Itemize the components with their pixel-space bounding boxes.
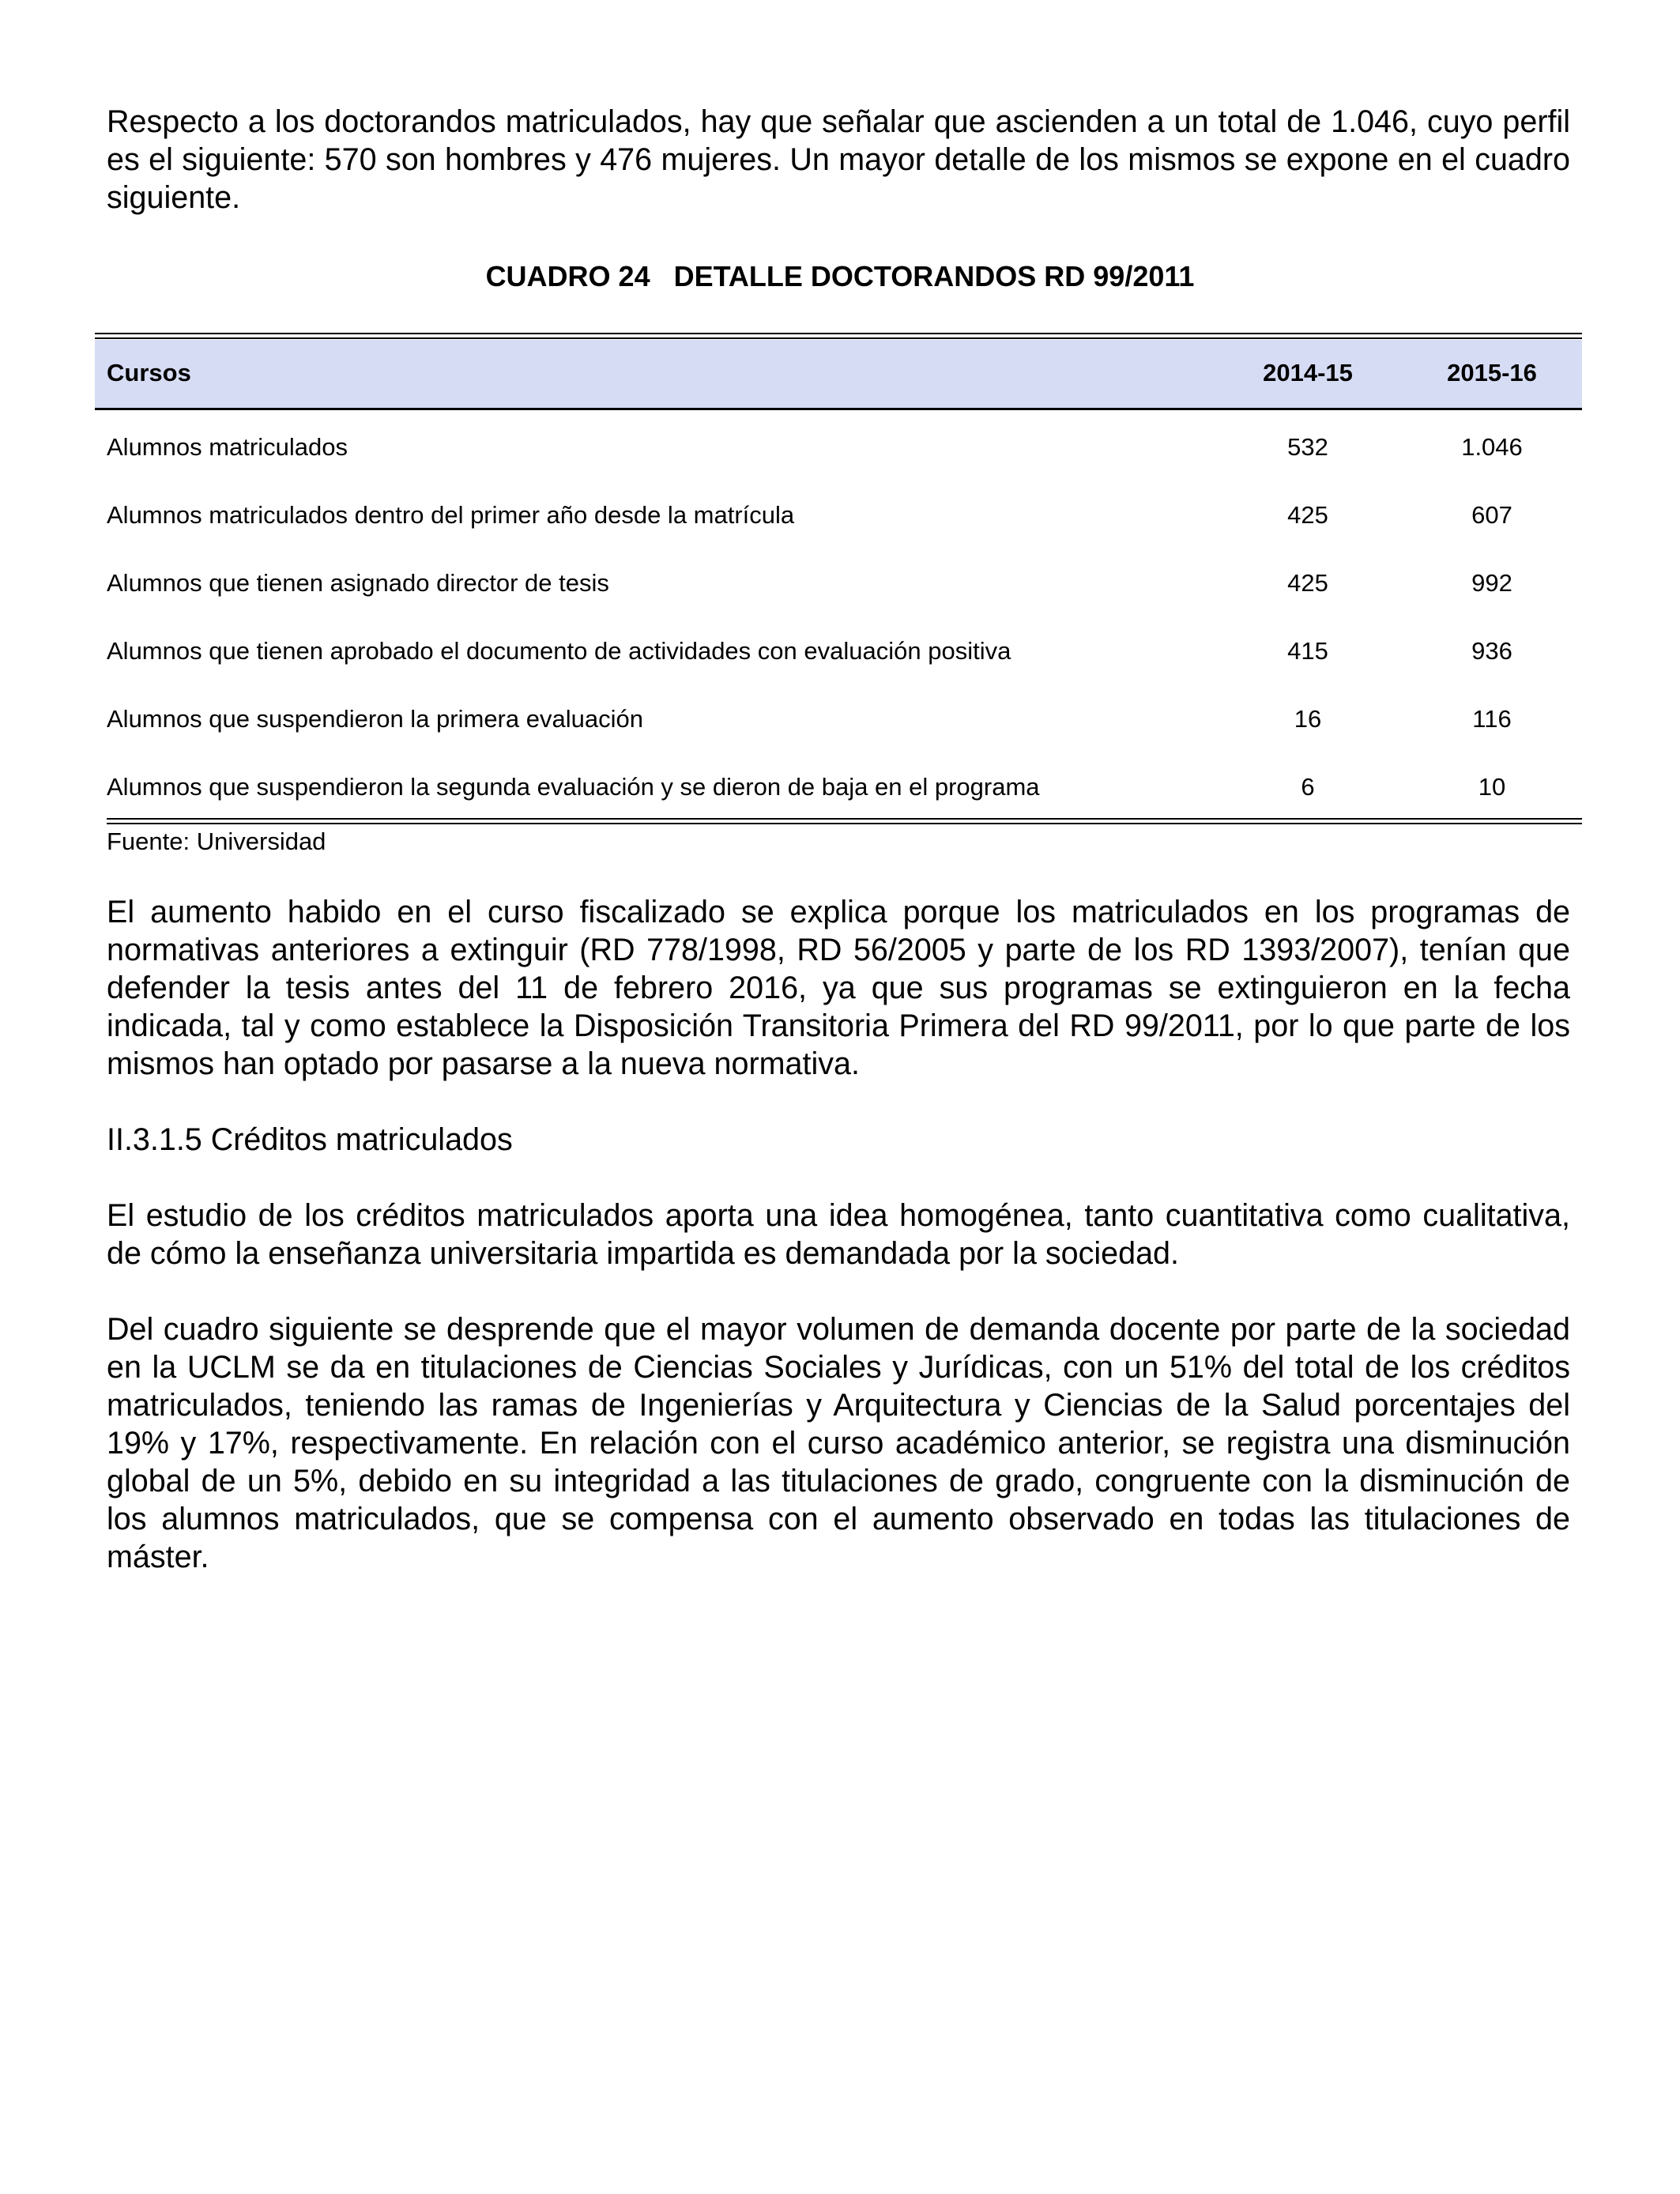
table-row <box>0 567 1680 635</box>
table-header-cursos: Cursos <box>107 359 191 386</box>
row-value-2014-15: 425 <box>1287 569 1328 597</box>
row-value-2015-16: 992 <box>1471 569 1512 597</box>
table-header-2014-15: 2014-15 <box>1263 359 1353 386</box>
row-label: Alumnos matriculados <box>107 433 348 461</box>
row-label: Alumnos que tienen aprobado el documento de actividades con evaluación positiva <box>107 637 1011 665</box>
row-label: Alumnos que suspendieron la segunda evaluación y se dieron de baja en el programa <box>107 773 1040 801</box>
paragraph-aumento: El aumento habido en el curso fiscalizado se explica porque los matriculados en los programas de normativas anteriores a extinguir (RD 778/1998, RD 56/2005 y parte de los RD 1393/2007), tenían que defender la tesis antes del 11 de febrero 2016, ya que sus programas se extinguieron en la fecha indicada, tal y como establece la Disposición Transitoria Primera del RD 99/2011, por lo que parte de los mismos han optado por pasarse a la nueva normativa. <box>107 895 1570 1081</box>
table-header-2015-16: 2015-16 <box>1447 359 1537 386</box>
table-bottom-rule <box>107 818 1582 820</box>
table-title: CUADRO 24 DETALLE DOCTORANDOS RD 99/2011 <box>485 260 1195 292</box>
section-heading: II.3.1.5 Créditos matriculados <box>107 1122 513 1157</box>
row-label: Alumnos que tienen asignado director de tesis <box>107 569 609 597</box>
intro-paragraph: Respecto a los doctorandos matriculados, hay que señalar que ascienden a un total de 1.046, cuyo perfil es el siguiente: 570 son hombres y 476 mujeres. Un mayor detalle de los mismos se expone en el cuadro siguiente. <box>107 104 1570 215</box>
table-top-rule-inner <box>95 337 1582 339</box>
row-value-2014-15: 415 <box>1287 637 1328 665</box>
paragraph-cuadro: Del cuadro siguiente se desprende que el mayor volumen de demanda docente por parte de la sociedad en la UCLM se da en titulaciones de Ciencias Sociales y Jurídicas, con un 51% del total de los créditos matriculados, teniendo las ramas de Ingenierías y Arquitectura y Ciencias de la Salud porcentajes del 19% y 17%, respectivamente. En relación con el curso académico anterior, se registra una disminución global de un 5%, debido en su integridad a las titulaciones de grado, congruente con la disminución de los alumnos matriculados, que se compensa con el aumento observado en todas las titulaciones de máster. <box>107 1312 1570 1574</box>
row-value-2014-15: 425 <box>1287 501 1328 529</box>
paragraph-estudio: El estudio de los créditos matriculados aporta una idea homogénea, tanto cuantitativa como cualitativa, de cómo la enseñanza universitaria impartida es demandada por la sociedad. <box>107 1198 1570 1271</box>
table-row <box>0 635 1680 703</box>
table-row <box>0 703 1680 771</box>
row-value-2015-16: 607 <box>1471 501 1512 529</box>
table-row <box>0 499 1680 567</box>
table-header-bottom-rule <box>95 408 1582 410</box>
row-label: Alumnos matriculados dentro del primer año desde la matrícula <box>107 501 795 529</box>
row-value-2015-16: 1.046 <box>1461 433 1523 461</box>
row-value-2014-15: 532 <box>1287 433 1328 461</box>
table-row <box>0 432 1680 499</box>
table-bottom-rule-inner <box>107 823 1582 824</box>
table-source: Fuente: Universidad <box>107 827 326 855</box>
row-value-2014-15: 6 <box>1301 773 1315 801</box>
row-label: Alumnos que suspendieron la primera evaluación <box>107 705 643 733</box>
row-value-2014-15: 16 <box>1294 705 1322 733</box>
row-value-2015-16: 116 <box>1472 705 1512 733</box>
row-value-2015-16: 10 <box>1478 773 1506 801</box>
row-value-2015-16: 936 <box>1471 637 1512 665</box>
table-top-rule <box>95 333 1582 334</box>
